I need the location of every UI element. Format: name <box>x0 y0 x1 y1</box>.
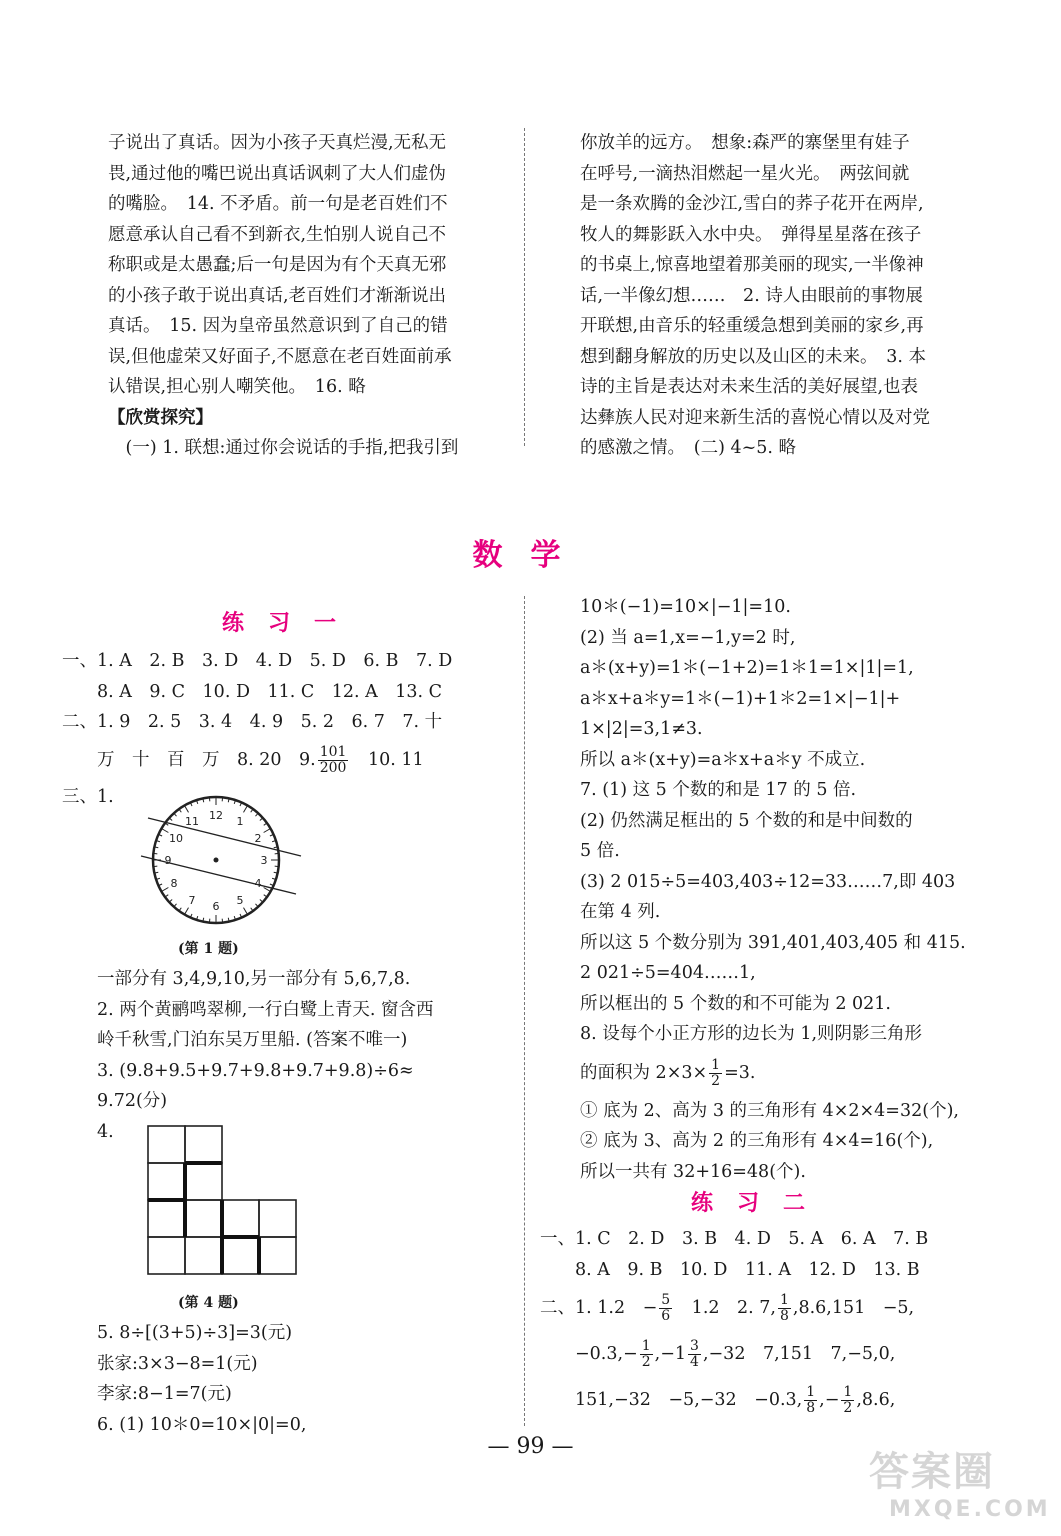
grid-cell <box>148 1200 185 1237</box>
text-line: 的感激之情。 (二) 4~5. 略 <box>580 438 797 458</box>
grid-cell <box>259 1237 296 1274</box>
math-right-column <box>580 592 1000 1187</box>
answer-text: ,8.6, <box>856 1390 896 1410</box>
answer-text: ,− <box>819 1390 840 1410</box>
grid-cut-lines <box>148 1163 259 1274</box>
math-left-column-end <box>62 1318 512 1440</box>
section-heading: 【欣赏探究】 <box>108 407 213 428</box>
fraction <box>640 1339 653 1370</box>
text-line: 想到翻身解放的历史以及山区的未来。 3. 本 <box>580 346 927 367</box>
exercise-1-title: 练习一 <box>221 611 360 636</box>
answer-text: 万 十 百 万 8. 20 9. <box>62 749 316 770</box>
answer-line: 所以框出的 5 个数的和不可能为 2 021. <box>580 993 891 1014</box>
page-number: — 99 — <box>487 1434 574 1459</box>
clock-number: 8 <box>170 877 178 890</box>
text-line: 的嘴脸。 14. 不矛盾。前一句是老百姓们不 <box>108 194 448 214</box>
watermark-logo <box>869 1440 1051 1526</box>
grid-cell <box>185 1200 222 1237</box>
answer-line: 10＊(−1)=10×|−1|=10. <box>580 597 791 617</box>
grid-cell <box>148 1126 185 1163</box>
answer-line: 5. 8÷[(3+5)÷3]=3(元) <box>62 1323 293 1343</box>
grid-cell <box>185 1163 222 1200</box>
text-line: 是一条欢腾的金沙江,雪白的荞子花开在两岸, <box>580 194 924 214</box>
answer-text: ,−32 7,151 7,−5,0, <box>702 1344 896 1364</box>
answer-line <box>540 1377 1000 1423</box>
clock-number: 7 <box>188 894 196 907</box>
text-line: 开联想,由音乐的轻重缓急想到美丽的家乡,再 <box>580 316 924 336</box>
answer-line: 岭千秋雪,门泊东吴万里船. (答案不唯一) <box>62 1030 408 1050</box>
text-line: 诗的主旨是表达对未来生活的美好展望,也表 <box>580 377 919 397</box>
text-line: 的书桌上,惊喜地望着那美丽的现实,一半像神 <box>580 255 924 275</box>
answer-line: 3. (9.8+9.5+9.7+9.8+9.7+9.8)÷6≈ <box>62 1060 414 1081</box>
answer-text: 151,−32 −5,−32 −0.3, <box>540 1390 803 1410</box>
clock-figure <box>136 782 306 932</box>
answer-line: 三、1. <box>62 786 114 807</box>
column-divider-bottom <box>524 596 525 1426</box>
figure-1-caption: (第 1 题) <box>178 941 239 957</box>
fraction-denominator: 2 <box>641 1354 651 1370</box>
fraction <box>778 1293 791 1324</box>
fraction <box>659 1293 672 1324</box>
answer-line: a＊(x+y)=1＊(−1+2)=1＊1=1×|1|=1, <box>580 658 914 678</box>
clock-number: 6 <box>212 900 220 913</box>
clock-number: 10 <box>169 832 183 845</box>
fraction-numerator: 1 <box>843 1384 853 1400</box>
answer-line <box>580 1050 1000 1096</box>
answer-line: 7. (1) 这 5 个数的和是 17 的 5 倍. <box>580 780 857 800</box>
answer-line: 8. A 9. C 10. D 11. C 12. A 13. C <box>62 681 443 702</box>
text-line: 话,一半像幻想…… 2. 诗人由眼前的事物展 <box>580 285 923 306</box>
clock-tick <box>244 908 248 915</box>
clock-tick <box>185 805 189 812</box>
answer-line: 所以这 5 个数分别为 391,401,403,405 和 415. <box>580 932 966 953</box>
answer-line: 8. 设每个小正方形的边长为 1,则阴影三角形 <box>580 1024 923 1044</box>
grid-cell <box>259 1200 296 1237</box>
grid-figure <box>144 1124 304 1286</box>
fraction-denominator: 8 <box>779 1308 789 1324</box>
column-divider-top <box>524 128 525 446</box>
fraction-numerator: 101 <box>319 743 347 760</box>
answer-line: 一、1. A 2. B 3. D 4. D 5. D 6. B 7. D <box>62 651 453 671</box>
fraction-numerator: 3 <box>690 1338 699 1354</box>
answer-line: (3) 2 015÷5=403,403÷12=33……7,即 403 <box>580 871 956 892</box>
fraction-denominator: 8 <box>806 1400 816 1416</box>
answer-line: 在第 4 列. <box>580 902 661 922</box>
clock-tick <box>264 829 271 833</box>
fraction-numerator: 1 <box>641 1338 651 1354</box>
answer-line: 5 倍. <box>580 841 620 861</box>
fraction-denominator: 200 <box>319 759 347 776</box>
fraction-numerator: 1 <box>779 1292 789 1308</box>
answer-line <box>540 1331 1000 1377</box>
answer-line: 2 021÷5=404……1, <box>580 963 756 983</box>
grid-cell <box>185 1237 222 1274</box>
grid-cell <box>148 1163 185 1200</box>
clock-tick <box>185 908 189 915</box>
clock-center <box>214 858 219 863</box>
clock-number: 2 <box>254 832 262 845</box>
grid-cell <box>222 1237 259 1274</box>
clock-tick <box>161 888 168 892</box>
text-line: 在呼号,一滴热泪燃起一星火光。 两弦间就 <box>580 163 910 184</box>
text-line: 称职或是太愚蠢;后一句是因为有个天真无邪 <box>108 255 447 275</box>
fraction-numerator: 1 <box>806 1384 816 1400</box>
clock-number: 9 <box>164 854 172 867</box>
fraction-numerator: 5 <box>661 1292 671 1308</box>
fraction-denominator: 6 <box>661 1308 671 1324</box>
fraction-denominator: 2 <box>843 1400 853 1416</box>
text-line: 愿意承认自己看不到新衣,生怕别人说自己不 <box>108 224 447 245</box>
answer-line: 二、1. 9 2. 5 3. 4 4. 9 5. 2 6. 7 7. 十 <box>62 712 443 732</box>
answer-line: 一部分有 3,4,9,10,另一部分有 5,6,7,8. <box>62 969 411 989</box>
answer-line: ② 底为 3、高为 2 的三角形有 4×4=16(个), <box>580 1131 934 1151</box>
chinese-answers-right-column <box>580 128 980 464</box>
answer-line: 4. <box>62 1121 114 1142</box>
answer-text: ,−1 <box>654 1344 687 1364</box>
answer-line: 8. A 9. B 10. D 11. A 12. D 13. B <box>540 1259 920 1280</box>
fraction-denominator: 4 <box>690 1354 699 1370</box>
clock-number: 5 <box>236 894 244 907</box>
clock-number: 3 <box>260 854 268 867</box>
answer-text: 二、1. 1.2 − <box>540 1298 658 1318</box>
answer-line <box>62 738 512 782</box>
answer-text: 1.2 2. 7, <box>674 1298 776 1318</box>
answer-line: 李家:8−1=7(元) <box>62 1384 232 1404</box>
fraction <box>318 745 349 776</box>
answer-line <box>540 1285 1000 1331</box>
answer-line: 一、1. C 2. D 3. B 4. D 5. A 6. A 7. B <box>540 1229 929 1249</box>
answer-line: 张家:3×3−8=1(元) <box>62 1353 258 1374</box>
fraction <box>709 1058 722 1089</box>
text-line: 误,但他虚荣又好面子,不愿意在老百姓面前承 <box>108 346 452 367</box>
fraction-numerator: 1 <box>711 1056 721 1073</box>
watermark-url: MXQE.COM <box>889 1497 1051 1522</box>
figure-4-caption: (第 4 题) <box>178 1295 239 1311</box>
answer-line: 所以一共有 32+16=48(个). <box>580 1161 806 1182</box>
text-line: 真话。 15. 因为皇帝虽然意识到了自己的错 <box>108 316 448 336</box>
answer-line: 所以 a＊(x+y)=a＊x+a＊y 不成立. <box>580 749 866 770</box>
fraction <box>804 1385 817 1416</box>
subject-title: 数学 <box>472 538 589 573</box>
text-line: 达彝族人民对迎来新生活的喜悦心情以及对党 <box>580 407 930 428</box>
clock-tick <box>161 829 168 833</box>
exercise-2-title: 练习二 <box>690 1191 829 1216</box>
answer-text: 10. 11 <box>350 749 424 770</box>
answer-text: ,8.6,151 −5, <box>792 1298 915 1318</box>
fraction-denominator: 2 <box>711 1072 721 1089</box>
clock-number: 12 <box>209 809 223 822</box>
grid-cell <box>148 1237 185 1274</box>
grid-cell <box>222 1200 259 1237</box>
text-line: 认错误,担心别人嘲笑他。 16. 略 <box>108 377 366 397</box>
clock-number: 1 <box>236 815 244 828</box>
clock-number: 11 <box>185 815 199 828</box>
answer-line: ① 底为 2、高为 3 的三角形有 4×2×4=32(个), <box>580 1100 959 1121</box>
math-left-column-cont <box>62 964 512 1147</box>
fraction <box>841 1385 854 1416</box>
answer-line: 1×|2|=3,1≠3. <box>580 719 703 739</box>
answer-text: =3. <box>724 1062 756 1083</box>
clock-tick <box>244 805 248 812</box>
text-line: 畏,通过他的嘴巴说出真话讽刺了大人们虚伪 <box>108 163 447 184</box>
chinese-answers-left-column <box>108 128 508 464</box>
answer-line: (2) 当 a=1,x=−1,y=2 时, <box>580 627 796 648</box>
answer-line: 9.72(分) <box>62 1091 168 1111</box>
answer-text: 的面积为 2×3× <box>580 1062 708 1083</box>
exercise-2-answers <box>540 1224 1000 1423</box>
text-line: (一) 1. 联想:通过你会说话的手指,把我引到 <box>108 438 459 458</box>
fraction <box>688 1339 701 1370</box>
answer-line: (2) 仍然满足框出的 5 个数的和是中间数的 <box>580 810 913 831</box>
text-line: 的小孩子敢于说出真话,老百姓们才渐渐说出 <box>108 285 447 306</box>
answer-line: 6. (1) 10＊0=10×|0|=0, <box>62 1414 307 1435</box>
text-line: 你放羊的远方。 想象:森严的寨堡里有娃子 <box>580 133 910 153</box>
answer-text: −0.3,− <box>540 1344 638 1364</box>
clock-number: 4 <box>254 877 262 890</box>
answer-line: 2. 两个黄鹂鸣翠柳,一行白鹭上青天. 窗含西 <box>62 999 434 1020</box>
watermark-title: 答案圈 <box>869 1449 995 1495</box>
grid-cell <box>185 1126 222 1163</box>
text-line: 牧人的舞影跃入水中央。 弹得星星落在孩子 <box>580 224 922 245</box>
answer-line: a＊x+a＊y=1＊(−1)+1＊2=1×|−1|+ <box>580 688 901 709</box>
text-line: 子说出了真话。因为小孩子天真烂漫,无私无 <box>108 133 447 153</box>
